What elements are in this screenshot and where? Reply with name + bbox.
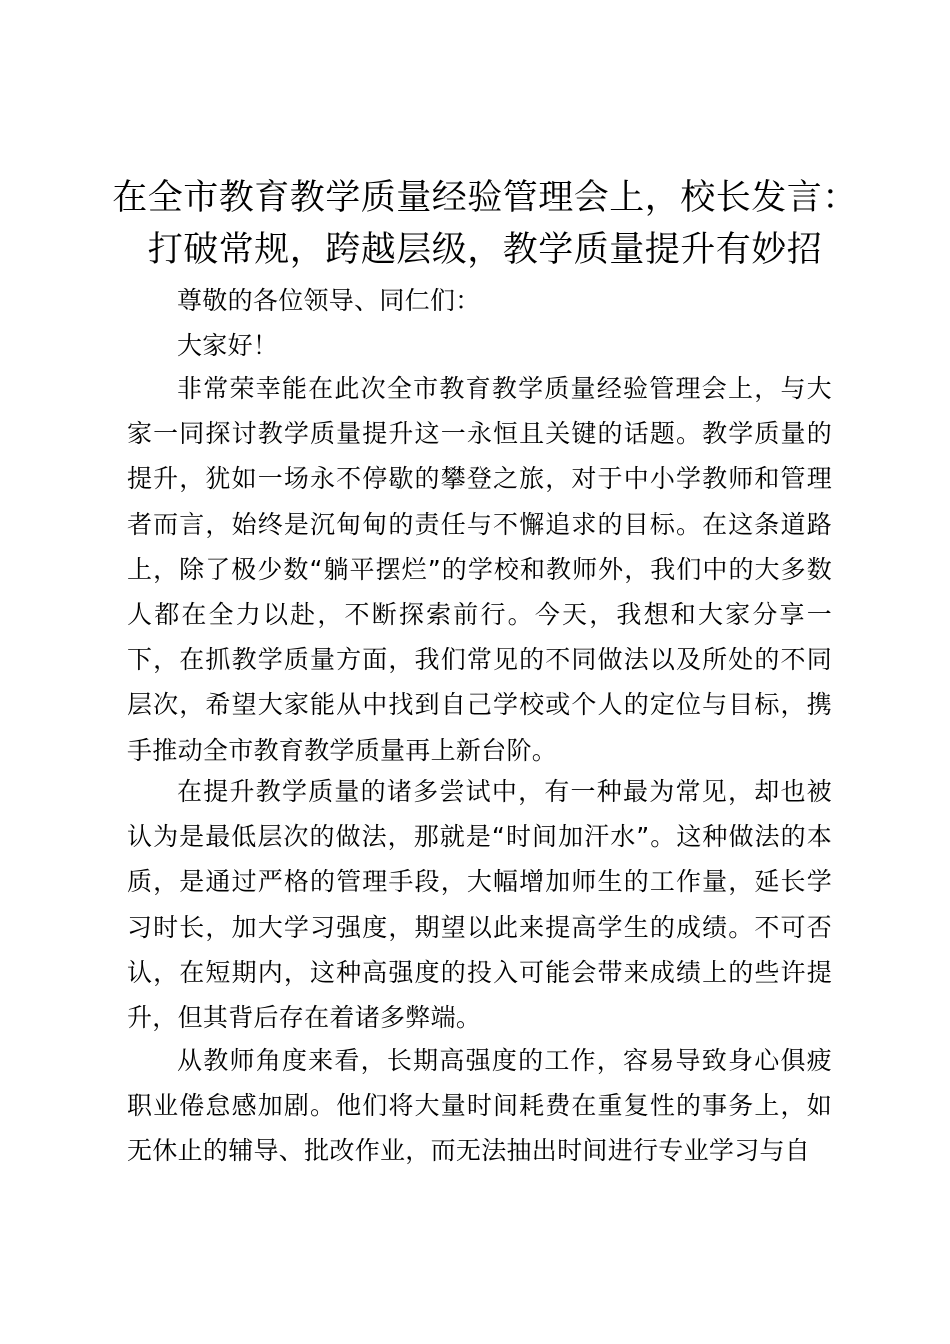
paragraph-1: 非常荣幸能在此次全市教育教学质量经验管理会上，与大家一同探讨教学质量提升这一永恒且关键的话题。教学质量的提升，犹如一场永不停歇的攀登之旅，对于中小学教师和管理者而言，始终是沉甸甸的责任与不懈追求的目标。在这条道路上，除了极少数“躺平摆烂”的学校和教师外，我们中的大多数人都在全力以赴，不断探索前行。今天，我想和大家分享一下，在抓教学质量方面，我们常见的不同做法以及所处的不同层次，希望大家能从中找到自己学校或个人的定位与目标，携手推动全市教育教学质量再上新台阶。 — [127, 374, 832, 765]
document-title-line-1: 在全市教育教学质量经验管理会上，校长发言： — [112, 178, 858, 218]
salutation: 尊敬的各位领导、同仁们： — [177, 286, 481, 315]
paragraph-3: 从教师角度来看，长期高强度的工作，容易导致身心俱疲职业倦怠感加剧。他们将大量时间耗费在重复性的事务上，如无休止的辅导、批改作业，而无法抽出时间进行专业学习与自 — [127, 1046, 832, 1166]
paragraph-2: 在提升教学质量的诸多尝试中，有一种最为常见，却也被认为是最低层次的做法，那就是“时间加汗水”。这种做法的本质，是通过严格的管理手段，大幅增加师生的工作量，延长学习时长，加大学习强度，期望以此来提高学生的成绩。不可否认，在短期内，这种高强度的投入可能会带来成绩上的些许提升，但其背后存在着诸多弊端。 — [127, 777, 832, 1033]
document-title-line-2: 打破常规，跨越层级，教学质量提升有妙招 — [147, 230, 823, 270]
greeting: 大家好！ — [177, 331, 279, 360]
